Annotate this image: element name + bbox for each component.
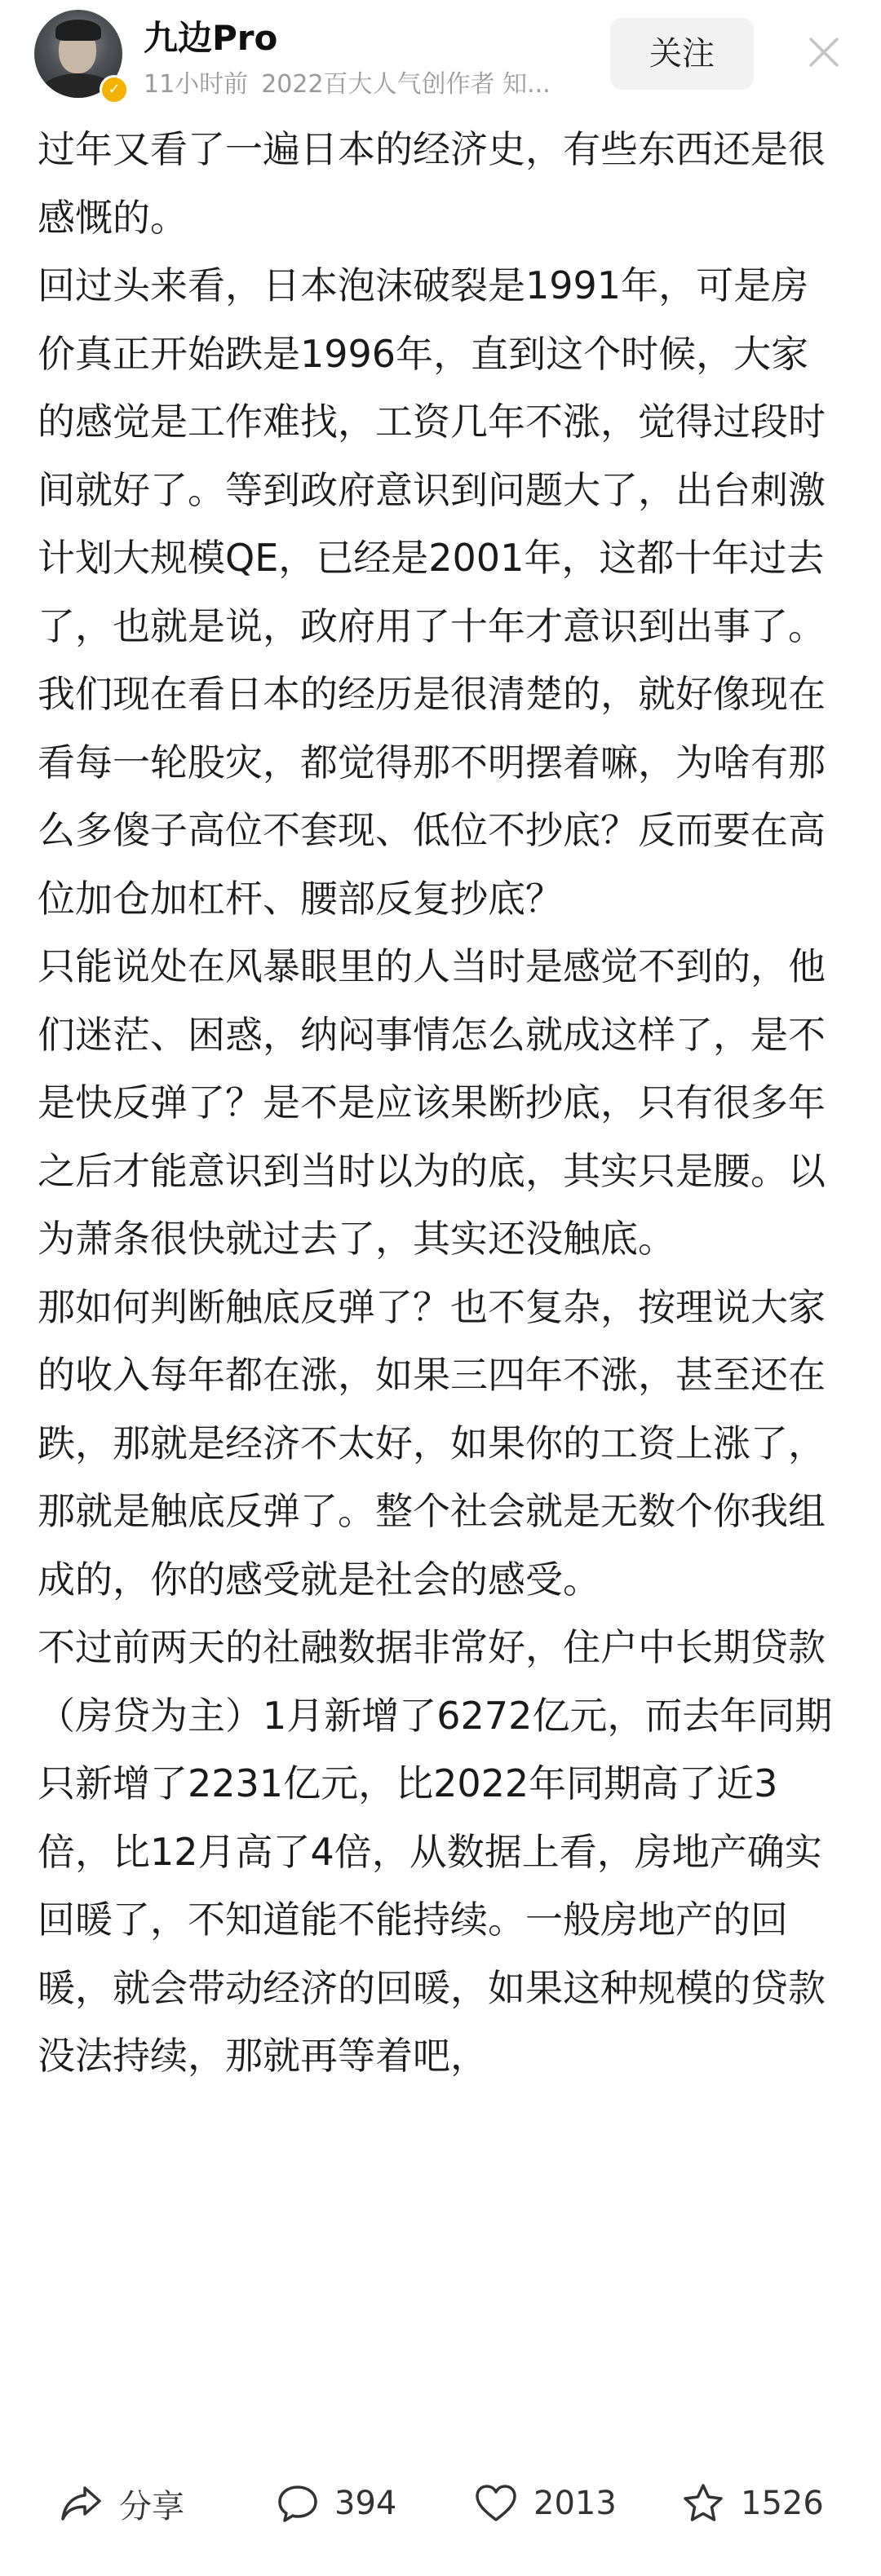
like-button[interactable] bbox=[473, 2479, 617, 2528]
heart-icon bbox=[473, 2483, 519, 2524]
comment-count: 394 bbox=[334, 2485, 397, 2522]
star-icon bbox=[680, 2482, 726, 2525]
post-header bbox=[0, 0, 881, 106]
favorite-count: 1526 bbox=[741, 2485, 824, 2522]
author-title: 2022百大人气创作者 知... bbox=[261, 70, 551, 99]
post-paragraph: 那如何判断触底反弹了？也不复杂，按理说大家的收入每年都在涨，如果三四年不涨，甚至还在跌，那就是经济不太好，如果你的工资上涨了，那就是触底反弹了。整个社会就是无数个你我组成的，你的感受就是社会的感受。 bbox=[38, 1284, 826, 1602]
post-paragraph: 我们现在看日本的经历是很清楚的，就好像现在看每一轮股灾，都觉得那不明摆着嘛，为啥有那么多傻子高位不套现、低位不抄底？反而要在高位加仓加杠杆、腰部反复抄底？ bbox=[38, 672, 826, 921]
post-paragraph: 回过头来看，日本泡沫破裂是1991年，可是房价真正开始跌是1996年，直到这个时候，大家的感觉是工作难找，工资几年不涨，觉得过段时间就好了。等到政府意识到问题大了，出台刺激计划大规模QE，已经是2001年，这都十年过去了，也就是说，政府用了十年才意识到出事了。 bbox=[38, 263, 826, 648]
avatar[interactable] bbox=[34, 10, 124, 99]
post-paragraph: 只能说处在风暴眼里的人当时是感觉不到的，他们迷茫、困惑，纳闷事情怎么就成这样了，是不是快反弹了？是不是应该果断抄底，只有很多年之后才能意识到当时以为的底，其实只是腰。以为萧条很快就过去了，其实还没触底。 bbox=[38, 944, 826, 1261]
share-label: 分享 bbox=[119, 2487, 184, 2525]
post-paragraph: 过年又看了一遍日本的经济史，有些东西还是很感慨的。 bbox=[38, 127, 826, 240]
verified-badge-icon: ✓ bbox=[100, 75, 129, 104]
comment-button[interactable] bbox=[276, 2479, 396, 2528]
bottom-edge bbox=[0, 2561, 881, 2576]
author-name[interactable]: 九边Pro bbox=[144, 18, 278, 58]
post-paragraph: 不过前两天的社融数据非常好，住户中长期贷款（房贷为主）1月新增了6272亿元，而去年同期只新增了2231亿元，比2022年同期高了近3倍，比12月高了4倍，从数据上看，房地产确实回暖了，不知道能不能持续。一般房地产的回暖，就会带动经济的回暖，如果这种规模的贷款没法持续，那就再等着吧， bbox=[38, 1625, 833, 2078]
share-icon bbox=[59, 2483, 104, 2524]
post-time: 11小时前 bbox=[144, 70, 249, 99]
follow-button[interactable]: 关注 bbox=[610, 18, 754, 90]
action-bar bbox=[0, 2463, 881, 2544]
share-button[interactable] bbox=[59, 2479, 184, 2528]
comment-icon bbox=[276, 2483, 320, 2524]
post-content bbox=[38, 116, 845, 2091]
favorite-button[interactable] bbox=[680, 2479, 824, 2528]
close-icon[interactable] bbox=[808, 36, 840, 68]
post-meta bbox=[144, 64, 600, 99]
like-count: 2013 bbox=[533, 2485, 617, 2522]
